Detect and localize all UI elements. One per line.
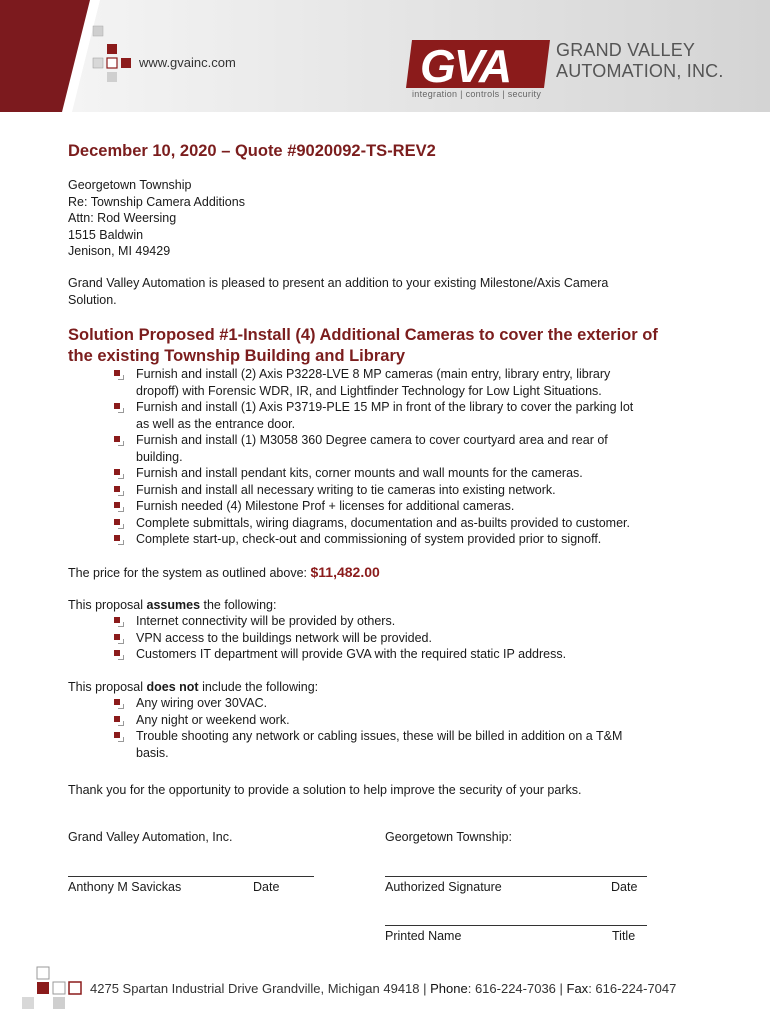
company-name-line1: GRAND VALLEY xyxy=(556,40,696,60)
gva-logo xyxy=(406,40,550,92)
bullet-icon xyxy=(114,502,122,510)
company-name-line2: AUTOMATION, INC. xyxy=(556,61,724,81)
bullet-icon xyxy=(114,617,122,625)
list-item-text: Furnish and install (1) M3058 360 Degree camera to cover courtyard area and rear of xyxy=(136,433,608,447)
left-date-label: Date xyxy=(253,880,280,894)
footer-fax: : 616-224-7047 xyxy=(588,981,677,996)
list-item-text: building. xyxy=(136,449,183,464)
excludes-bold: does not xyxy=(146,680,199,694)
left-signature-line xyxy=(68,876,314,877)
bullet-icon xyxy=(114,732,122,740)
list-item xyxy=(110,712,710,729)
price-line xyxy=(68,564,380,582)
intro-line: Solution. xyxy=(68,292,117,307)
address-line: 1515 Baldwin xyxy=(68,227,144,242)
excludes-intro xyxy=(68,679,318,696)
list-item-text: as well as the entrance door. xyxy=(136,416,296,431)
excludes-suffix: include the following: xyxy=(198,680,319,694)
footer-logo-squares xyxy=(20,965,90,1015)
right-date-label: Date xyxy=(611,880,638,894)
list-item xyxy=(110,695,710,712)
solution-heading-line: Solution Proposed #1-Install (4) Additional Cameras to cover the exterior of xyxy=(68,326,658,344)
right-company: Georgetown Township: xyxy=(385,830,512,844)
list-item-text: Complete submittals, wiring diagrams, documentation and as-builts provided to customer. xyxy=(136,515,630,530)
assumes-suffix: the following: xyxy=(200,598,277,612)
list-item-text: Complete start-up, check-out and commissioning of system provided prior to signoff. xyxy=(136,532,602,546)
list-item-text: Furnish and install pendant kits, corner mounts and wall mounts for the cameras. xyxy=(136,466,583,480)
address-line: Attn: Rod Weersing xyxy=(68,211,177,225)
address-line: Georgetown Township xyxy=(68,178,192,192)
excludes-prefix: This proposal xyxy=(68,680,147,694)
solution-heading xyxy=(68,325,718,367)
assumes-bold: assumes xyxy=(146,598,201,612)
letterhead-banner xyxy=(0,0,770,112)
bullet-icon xyxy=(114,436,122,444)
bullet-icon xyxy=(114,469,122,477)
bullet-icon xyxy=(114,403,122,411)
price-label: The price for the system as outlined above: xyxy=(68,566,311,580)
list-item xyxy=(110,646,710,663)
quote-title: December 10, 2020 – Quote #9020092-TS-REV2 xyxy=(68,142,436,160)
list-item-text: Any night or weekend work. xyxy=(136,712,290,727)
intro-paragraph xyxy=(68,275,608,308)
bullet-icon xyxy=(114,699,122,707)
solution-heading-line: the existing Township Building and Library xyxy=(68,347,406,365)
bullet-icon xyxy=(114,370,122,378)
footer-contact xyxy=(90,981,676,996)
authorized-signature-label: Authorized Signature xyxy=(385,880,502,894)
list-item-text: Furnish needed (4) Milestone Prof + licenses for additional cameras. xyxy=(136,499,515,513)
footer-address: 4275 Spartan Industrial Drive Grandville, Michigan 49418 | xyxy=(90,981,431,996)
list-item xyxy=(110,613,710,630)
list-item xyxy=(110,399,710,432)
company-tagline: integration | controls | security xyxy=(412,89,542,99)
address-line: Re: Township Camera Additions xyxy=(68,194,245,209)
bullet-icon xyxy=(114,716,122,724)
company-name xyxy=(556,40,724,82)
assumes-intro xyxy=(68,597,276,614)
list-item xyxy=(110,482,710,499)
list-item xyxy=(110,728,710,761)
assumes-prefix: This proposal xyxy=(68,598,147,612)
solution-list xyxy=(110,366,710,548)
address-line: Jenison, MI 49429 xyxy=(68,244,171,258)
bullet-icon xyxy=(114,519,122,527)
list-item-text: VPN access to the buildings network will be provided. xyxy=(136,630,432,645)
signer-name: Anthony M Savickas xyxy=(68,880,182,894)
printed-name-label: Printed Name xyxy=(385,929,462,943)
intro-line: Grand Valley Automation is pleased to present an addition to your existing Milestone/Axis Camera xyxy=(68,276,609,290)
list-item xyxy=(110,531,710,548)
list-item-text: Any wiring over 30VAC. xyxy=(136,696,268,710)
footer-phone-label: Phone xyxy=(430,981,468,996)
title-label: Title xyxy=(612,929,636,943)
printed-name-line xyxy=(385,925,647,926)
recipient-address xyxy=(68,177,245,260)
bullet-icon xyxy=(114,486,122,494)
svg-text:GVA: GVA xyxy=(420,40,511,92)
left-company: Grand Valley Automation, Inc. xyxy=(68,830,233,844)
list-item xyxy=(110,515,710,532)
price-amount: $11,482.00 xyxy=(310,564,380,580)
right-signature-line xyxy=(385,876,647,877)
assumes-list xyxy=(110,613,710,663)
bullet-icon xyxy=(114,634,122,642)
list-item-text: Customers IT department will provide GVA with the required static IP address. xyxy=(136,647,567,661)
bullet-icon xyxy=(114,650,122,658)
list-item-text: dropoff) with Forensic WDR, IR, and Lightfinder Technology for Low Light Situations. xyxy=(136,383,602,398)
list-item xyxy=(110,630,710,647)
excludes-list xyxy=(110,695,710,761)
list-item xyxy=(110,498,710,515)
list-item-text: Internet connectivity will be provided by others. xyxy=(136,614,396,628)
footer-fax-label: Fax xyxy=(566,981,589,996)
list-item-text: Trouble shooting any network or cabling issues, these will be billed in addition on a T&M xyxy=(136,729,623,743)
website-link[interactable]: www.gvainc.com xyxy=(139,55,236,70)
footer-phone: : 616-224-7036 | xyxy=(467,981,567,996)
list-item-text: basis. xyxy=(136,745,169,760)
list-item-text: Furnish and install (2) Axis P3228-LVE 8 MP cameras (main entry, library entry, library xyxy=(136,367,611,381)
list-item xyxy=(110,432,710,465)
bullet-icon xyxy=(114,535,122,543)
list-item xyxy=(110,465,710,482)
list-item-text: Furnish and install (1) Axis P3719-PLE 15 MP in front of the library to cover the parking lot xyxy=(136,400,634,414)
list-item xyxy=(110,366,710,399)
thank-you: Thank you for the opportunity to provide a solution to help improve the security of your parks. xyxy=(68,783,582,797)
list-item-text: Furnish and install all necessary writing to tie cameras into existing network. xyxy=(136,482,556,497)
